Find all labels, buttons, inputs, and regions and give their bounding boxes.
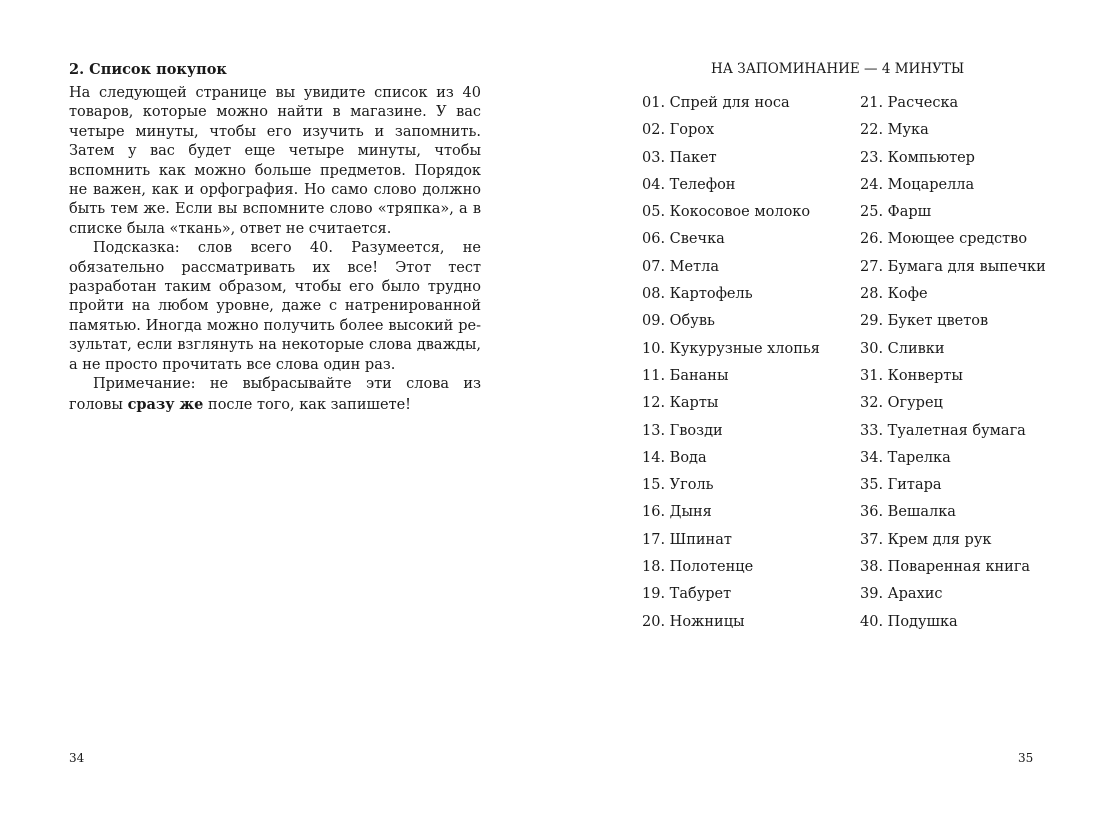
shopping-list-item: 12. Карты — [642, 395, 719, 412]
shopping-list-item: 04. Телефон — [642, 176, 736, 193]
shopping-list-item: 38. Поваренная книга — [860, 559, 1031, 576]
shopping-list-item: 02. Горох — [642, 122, 715, 139]
items-column-2 — [860, 93, 1046, 639]
shopping-list-item: 34. Тарелка — [860, 449, 951, 466]
shopping-list-item: 06. Свечка — [642, 231, 725, 248]
note-emphasis: сразу же — [127, 395, 204, 413]
shopping-list-item: 33. Туалетная бумага — [860, 422, 1026, 439]
right-page — [550, 0, 1100, 825]
note-text-before: Примечание: не выбрасывайте эти слова из головы — [69, 376, 481, 413]
paragraph-intro: На следующей странице вы увидите список из 40 товаров, которые можно найти в магазине. У вас четыре минуты, чтобы его изучить и запомнить. Затем у вас будет еще четыре минуты, чтобы вспомнить как можно больше предметов. Порядок не важен, как и орфография. Но само слово должно быть тем же. Если вы вспомните слово «тряпка», а в списке была «ткань», ответ не считается. — [69, 85, 481, 237]
shopping-list-item: 22. Мука — [860, 122, 929, 139]
shopping-list-item: 21. Расческа — [860, 95, 959, 111]
shopping-list-item: 28. Кофе — [860, 286, 928, 303]
shopping-list-item: 37. Крем для рук — [860, 531, 992, 548]
shopping-list-item: 08. Картофель — [642, 286, 753, 303]
shopping-list-item: 09. Обувь — [642, 313, 715, 330]
items-column-1 — [642, 93, 820, 639]
shopping-list-item: 40. Подушка — [860, 613, 958, 630]
shopping-list-item: 10. Кукурузные хлопья — [642, 340, 820, 357]
page-number-right: 35 — [1018, 751, 1034, 765]
shopping-list-item: 03. Пакет — [642, 149, 717, 166]
shopping-list-item: 05. Кокосовое молоко — [642, 204, 811, 221]
memorize-title: НА ЗАПОМИНАНИЕ — 4 МИНУТЫ — [711, 61, 965, 77]
shopping-list-item: 23. Компьютер — [860, 149, 975, 166]
paragraph-hint: Подсказка: слов всего 40. Разумеется, не обязательно рассматривать их все! Этот тест разработан таким образом, чтобы его было трудно пройти на любом уровне, даже с натренированной памятью. Иногда можно получить более высокий результат, если взглянуть на некоторые слова дважды, а не просто прочитать все слова один раз. — [69, 240, 481, 373]
instructions-text — [69, 84, 481, 415]
note-text-after: после того, как запишете! — [203, 396, 411, 413]
shopping-list-item: 14. Вода — [642, 449, 707, 466]
shopping-list-item: 15. Уголь — [642, 477, 714, 494]
shopping-list-item: 31. Конверты — [860, 367, 963, 384]
shopping-list-item: 24. Моцарелла — [860, 176, 975, 193]
shopping-list-item: 35. Гитара — [860, 477, 942, 494]
paragraph-note — [69, 375, 481, 415]
shopping-list-item: 30. Сливки — [860, 340, 945, 357]
page-number-left: 34 — [69, 751, 85, 765]
section-title: 2. Список покупок — [69, 61, 227, 78]
shopping-list-item: 19. Табурет — [642, 586, 732, 603]
shopping-list-item: 17. Шпинат — [642, 531, 732, 548]
shopping-list-item: 29. Букет цветов — [860, 313, 989, 330]
shopping-list-item: 20. Ножницы — [642, 613, 745, 630]
shopping-list-item: 01. Спрей для носа — [642, 95, 790, 111]
shopping-list-item: 11. Бананы — [642, 367, 729, 384]
shopping-list-item: 25. Фарш — [860, 204, 932, 221]
shopping-list-item: 16. Дыня — [642, 504, 712, 521]
shopping-list-item: 36. Вешалка — [860, 504, 956, 521]
shopping-list-item: 32. Огурец — [860, 395, 943, 412]
shopping-list-item: 26. Моющее средство — [860, 231, 1028, 248]
shopping-list-item: 18. Полотенце — [642, 559, 754, 576]
shopping-list-item: 07. Метла — [642, 258, 719, 275]
shopping-list-item: 27. Бумага для выпечки — [860, 258, 1046, 275]
shopping-list-item: 13. Гвозди — [642, 422, 723, 439]
shopping-list-item: 39. Арахис — [860, 586, 943, 603]
